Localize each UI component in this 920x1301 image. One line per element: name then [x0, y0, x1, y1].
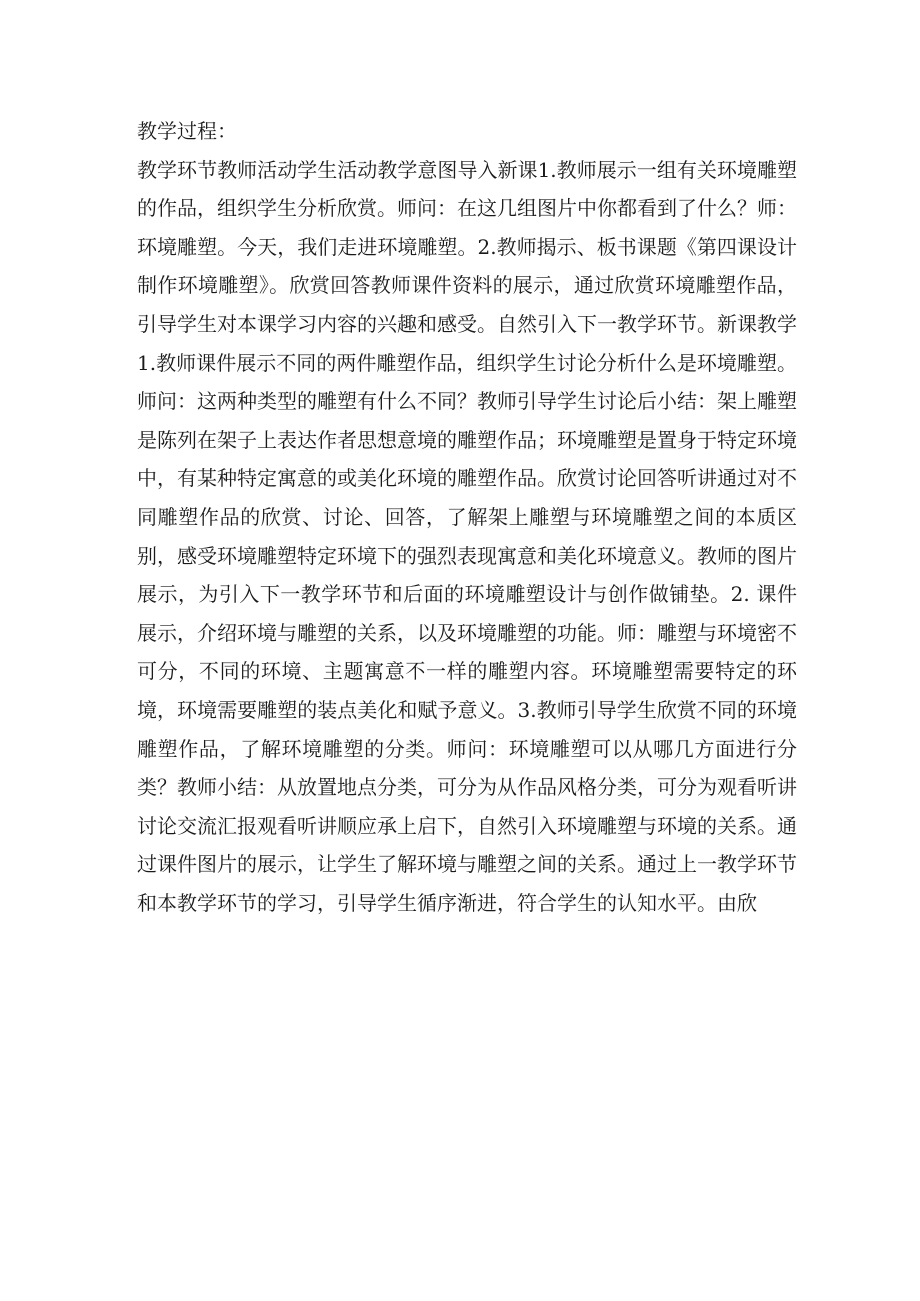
- body-paragraph-1: 教学环节教师活动学生活动教学意图导入新课1.教师展示一组有关环境雕塑的作品，组织学生分析欣赏。师问：在这几组图片中你都看到了什么？师：环境雕塑。今天，我们走进环境雕塑。2.教师揭示、板书课题《第四课设计制作环境雕塑》。欣赏回答教师课件资料的展示，通过欣赏环境雕塑作品，引导学生对本课学习内容的兴趣和感受。自然引入下一教学环节。新课教学1.教师课件展示不同的两件雕塑作品，组织学生讨论分析什么是环境雕塑。师问：这两种类型的雕塑有什么不同？教师引导学生讨论后小结：架上雕塑是陈列在架子上表达作者思想意境的雕塑作品；环境雕塑是置身于特定环境中，有某种特定寓意的或美化环境的雕塑作品。欣赏讨论回答听讲通过对不同雕塑作品的欣赏、讨论、回答，了解架上雕塑与环境雕塑之间的本质区别，感受环境雕塑特定环境下的强烈表现寓意和美化环境意义。教师的图片展示，为引入下一教学环节和后面的环境雕塑设计与创作做铺垫。2. 课件展示，介绍环境与雕塑的关系，以及环境雕塑的功能。师：雕塑与环境密不可分，不同的环境、主题寓意不一样的雕塑内容。环境雕塑需要特定的环境，环境需要雕塑的装点美化和赋予意义。3.教师引导学生欣赏不同的环境雕塑作品，了解环境雕塑的分类。师问：环境雕塑可以从哪几方面进行分类？教师小结：从放置地点分类，可分为从作品风格分类，可分为观看听讲讨论交流汇报观看听讲顺应承上启下，自然引入环境雕塑与环境的关系。通: [137, 157, 797, 838]
- document-body: [137, 112, 797, 922]
- body-paragraph-2: 过课件图片的展示，让学生了解环境与雕塑之间的关系。通过上一教学环节和本教学环节的学习，引导学生循序渐进，符合学生的认知水平。由欣: [137, 852, 797, 915]
- section-heading: 教学过程：: [137, 119, 237, 143]
